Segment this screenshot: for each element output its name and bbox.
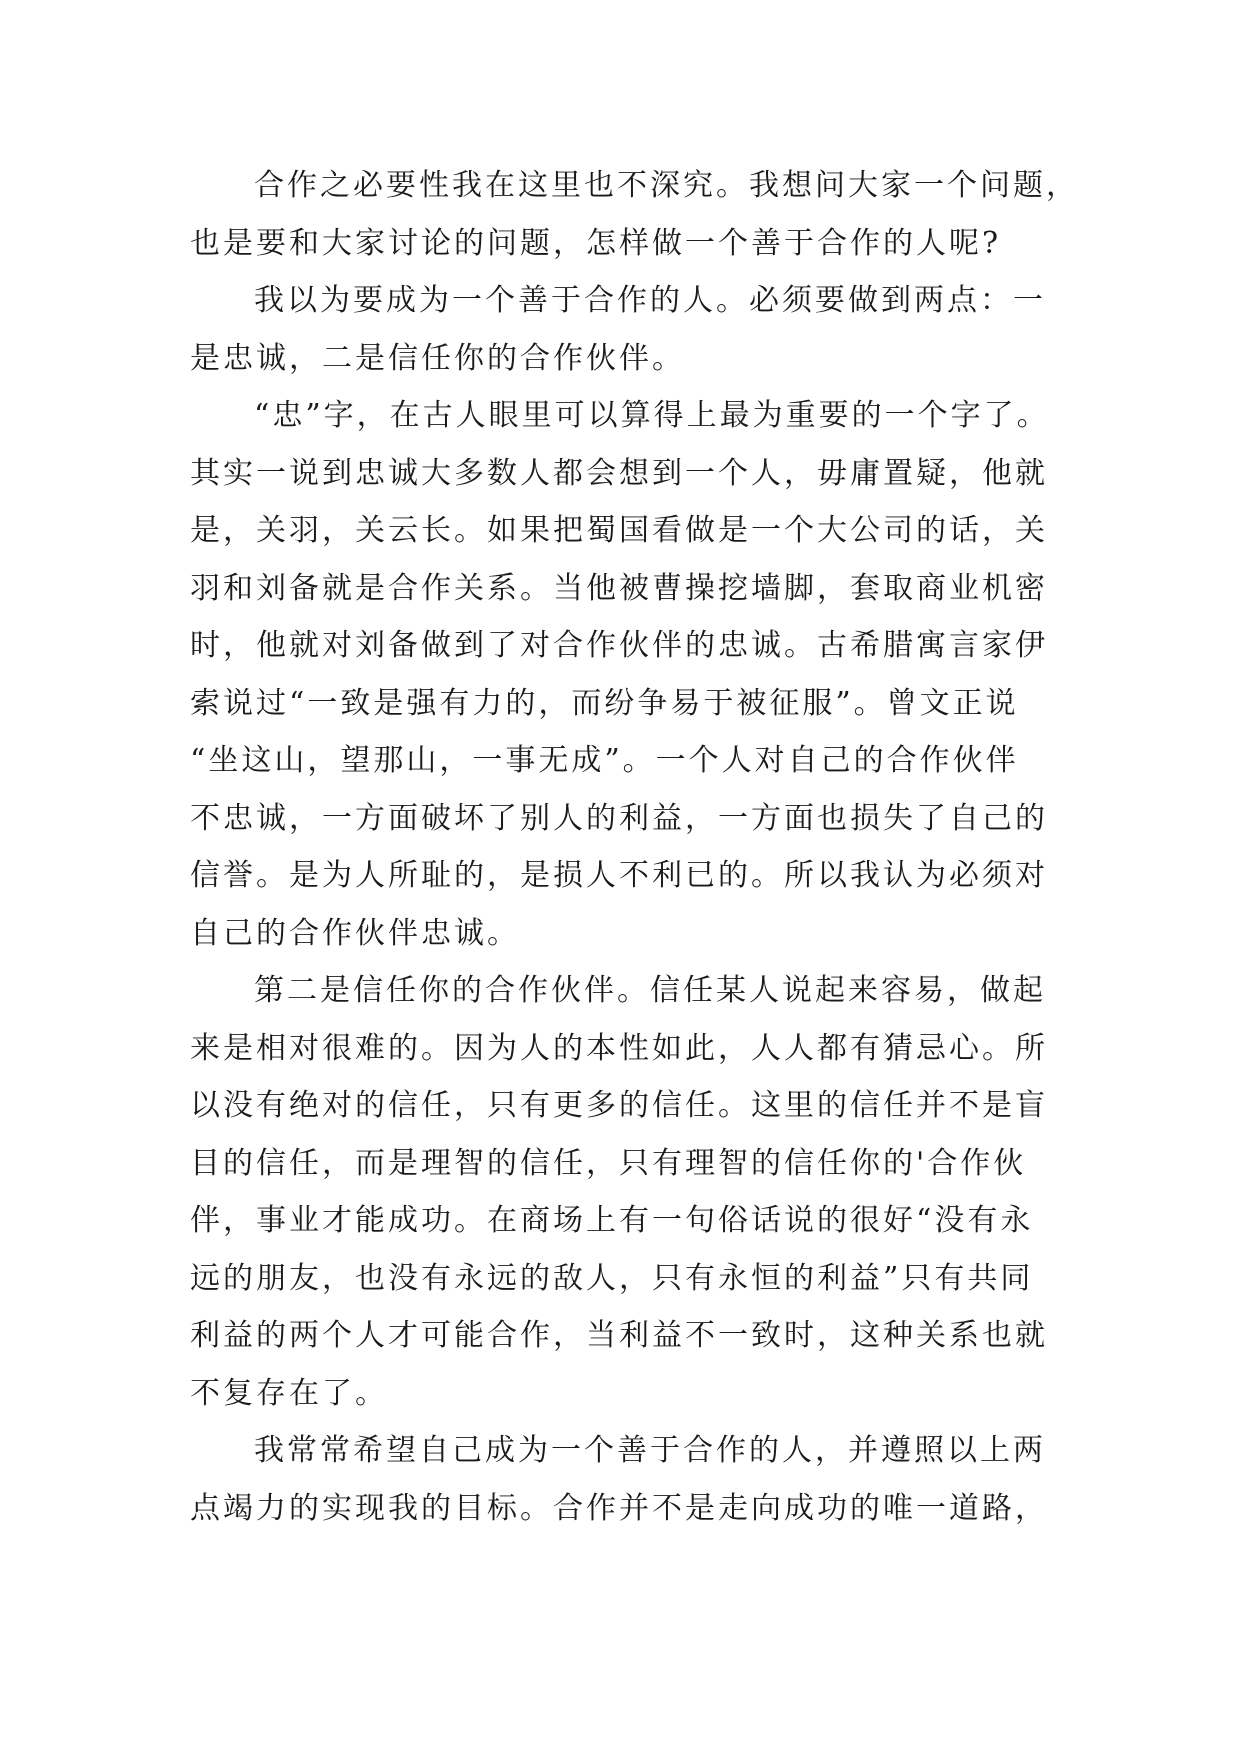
paragraph-line: 不复存在了。 bbox=[190, 1375, 388, 1411]
paragraph-line: 以没有绝对的信任，只有更多的信任。这里的信任并不是盲 bbox=[190, 1088, 1048, 1123]
paragraph-line: 第二是信任你的合作伙伴。信任某人说起来容易，做起 bbox=[254, 973, 1046, 1008]
paragraph-line: 羽和刘备就是合作关系。当他被曹操挖墙脚，套取商业机密 bbox=[190, 570, 1048, 606]
paragraph-line: 我常常希望自己成为一个善于合作的人，并遵照以上两 bbox=[254, 1433, 1046, 1468]
paragraph-line: 合作之必要性我在这里也不深究。我想问大家一个问题， bbox=[254, 168, 1079, 203]
paragraph-line: 索说过“一致是强有力的，而纷争易于被征服”。曾文正说 bbox=[190, 685, 1019, 721]
paragraph-line: 不忠诚，一方面破坏了别人的利益，一方面也损失了自己的 bbox=[190, 800, 1048, 836]
document-body bbox=[190, 157, 1090, 1537]
paragraph-line: “坐这山，望那山，一事无成”。一个人对自己的合作伙伴 bbox=[190, 743, 1019, 778]
paragraph-line: 我以为要成为一个善于合作的人。必须要做到两点：一 bbox=[254, 283, 1046, 318]
paragraph-line: 远的朋友，也没有永远的敌人，只有永恒的利益”只有共同 bbox=[190, 1260, 1034, 1296]
paragraph-line: 其实一说到忠诚大多数人都会想到一个人，毋庸置疑，他就 bbox=[190, 455, 1048, 491]
paragraph-line: 是忠诚，二是信任你的合作伙伴。 bbox=[190, 340, 685, 376]
paragraph-line: 利益的两个人才可能合作，当利益不一致时，这种关系也就 bbox=[190, 1318, 1048, 1353]
paragraph-line: 时，他就对刘备做到了对合作伙伴的忠诚。古希腊寓言家伊 bbox=[190, 628, 1048, 663]
paragraph-line: 目的信任，而是理智的信任，只有理智的信任你的'合作伙 bbox=[190, 1145, 1027, 1181]
paragraph-line: 来是相对很难的。因为人的本性如此，人人都有猜忌心。所 bbox=[190, 1030, 1048, 1066]
paragraph-line: 也是要和大家讨论的问题，怎样做一个善于合作的人呢? bbox=[190, 225, 1002, 261]
paragraph-line: “忠”字，在古人眼里可以算得上最为重要的一个字了。 bbox=[254, 398, 1050, 433]
paragraph-line: 点竭力的实现我的目标。合作并不是走向成功的唯一道路， bbox=[190, 1490, 1048, 1526]
paragraph-line: 伴，事业才能成功。在商场上有一句俗话说的很好“没有永 bbox=[190, 1203, 1034, 1238]
paragraph-line: 是，关羽，关云长。如果把蜀国看做是一个大公司的话，关 bbox=[190, 513, 1048, 548]
paragraph-line: 自己的合作伙伴忠诚。 bbox=[190, 915, 520, 951]
paragraph-line: 信誉。是为人所耻的，是损人不利已的。所以我认为必须对 bbox=[190, 858, 1048, 893]
